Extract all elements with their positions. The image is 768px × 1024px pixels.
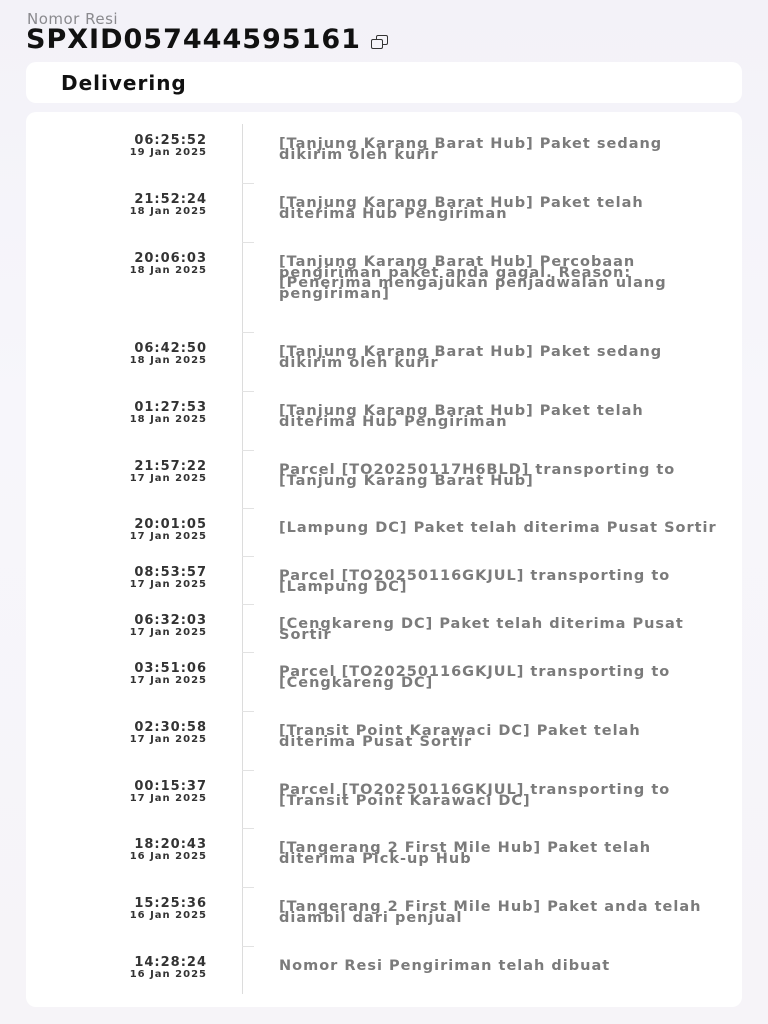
- event-time: 06:25:52: [134, 133, 207, 148]
- event-description: [Tangerang 2 First Mile Hub] Paket telah diterima Pick-up Hub: [279, 840, 652, 867]
- event-time: 02:30:58: [134, 720, 207, 735]
- event-separator: [242, 556, 254, 557]
- event-separator: [242, 332, 254, 333]
- event-separator: [242, 391, 254, 392]
- event-description: [Cengkareng DC] Paket telah diterima Pusat Sortir: [279, 616, 684, 643]
- event-separator: [242, 711, 254, 712]
- event-time: 03:51:06: [134, 661, 207, 676]
- event-date: 17 Jan 2025: [129, 627, 207, 638]
- event-separator: [242, 242, 254, 243]
- event-time: 06:32:03: [134, 613, 207, 628]
- event-time: 14:28:24: [134, 955, 207, 970]
- event-date: 17 Jan 2025: [129, 579, 207, 590]
- event-separator: [242, 887, 254, 888]
- event-description: Parcel [TO20250116GKJUL] transporting to [Cengkareng DC]: [279, 664, 671, 691]
- event-date: 17 Jan 2025: [129, 793, 207, 804]
- event-description: Parcel [TO20250116GKJUL] transporting to [Transit Point Karawaci DC]: [279, 782, 671, 809]
- event-date: 16 Jan 2025: [129, 969, 207, 980]
- event-time: 20:01:05: [134, 517, 207, 532]
- event-date: 18 Jan 2025: [129, 206, 207, 217]
- status-card: [26, 62, 742, 103]
- timeline-line: [242, 124, 243, 994]
- event-date: 18 Jan 2025: [129, 414, 207, 425]
- event-time: 21:57:22: [134, 459, 207, 474]
- event-time: 20:06:03: [134, 251, 207, 266]
- event-description: [Tanjung Karang Barat Hub] Paket sedang dikirim oleh kurir: [279, 344, 663, 371]
- event-description: [Tanjung Karang Barat Hub] Paket telah diterima Hub Pengiriman: [279, 195, 644, 222]
- event-date: 19 Jan 2025: [129, 147, 207, 158]
- event-description: [Lampung DC] Paket telah diterima Pusat Sortir: [279, 520, 717, 536]
- event-description: [Tanjung Karang Barat Hub] Paket telah diterima Hub Pengiriman: [279, 403, 644, 430]
- event-date: 17 Jan 2025: [129, 675, 207, 686]
- event-time: 08:53:57: [134, 565, 207, 580]
- event-separator: [242, 770, 254, 771]
- event-date: 16 Jan 2025: [129, 910, 207, 921]
- event-separator: [242, 183, 254, 184]
- event-separator: [242, 604, 254, 605]
- event-description: Parcel [TO20250117H6BLD] transporting to [Tanjung Karang Barat Hub]: [279, 462, 676, 489]
- event-time: 00:15:37: [134, 779, 207, 794]
- copy-icon[interactable]: [369, 33, 389, 49]
- event-description: Parcel [TO20250116GKJUL] transporting to [Lampung DC]: [279, 568, 671, 595]
- event-separator: [242, 828, 254, 829]
- event-date: 17 Jan 2025: [129, 734, 207, 745]
- tracking-timeline: [26, 112, 742, 1007]
- event-time: 15:25:36: [134, 896, 207, 911]
- event-time: 01:27:53: [134, 400, 207, 415]
- event-description: [Tangerang 2 First Mile Hub] Paket anda telah diambil dari penjual: [279, 899, 702, 926]
- event-description: [Tanjung Karang Barat Hub] Percobaan pengiriman paket anda gagal. Reason: [Penerima mengajukan penjadwalan ulang pengiriman]: [279, 254, 667, 302]
- tracking-label: Nomor Resi: [27, 10, 119, 28]
- event-time: 06:42:50: [134, 341, 207, 356]
- event-separator: [242, 946, 254, 947]
- event-date: 16 Jan 2025: [129, 851, 207, 862]
- event-date: 17 Jan 2025: [129, 473, 207, 484]
- tracking-number: SPXID057444595161: [26, 24, 361, 55]
- event-date: 17 Jan 2025: [129, 531, 207, 542]
- event-description: [Transit Point Karawaci DC] Paket telah diterima Pusat Sortir: [279, 723, 641, 750]
- event-separator: [242, 508, 254, 509]
- event-description: [Tanjung Karang Barat Hub] Paket sedang dikirim oleh kurir: [279, 136, 663, 163]
- event-description: Nomor Resi Pengiriman telah dibuat: [279, 958, 611, 974]
- event-separator: [242, 652, 254, 653]
- delivery-status: Delivering: [61, 70, 187, 95]
- event-time: 18:20:43: [134, 837, 207, 852]
- event-date: 18 Jan 2025: [129, 355, 207, 366]
- copy-icon-front: [371, 39, 383, 49]
- tracking-row: [26, 24, 389, 55]
- event-separator: [242, 450, 254, 451]
- event-date: 18 Jan 2025: [129, 265, 207, 276]
- event-time: 21:52:24: [134, 192, 207, 207]
